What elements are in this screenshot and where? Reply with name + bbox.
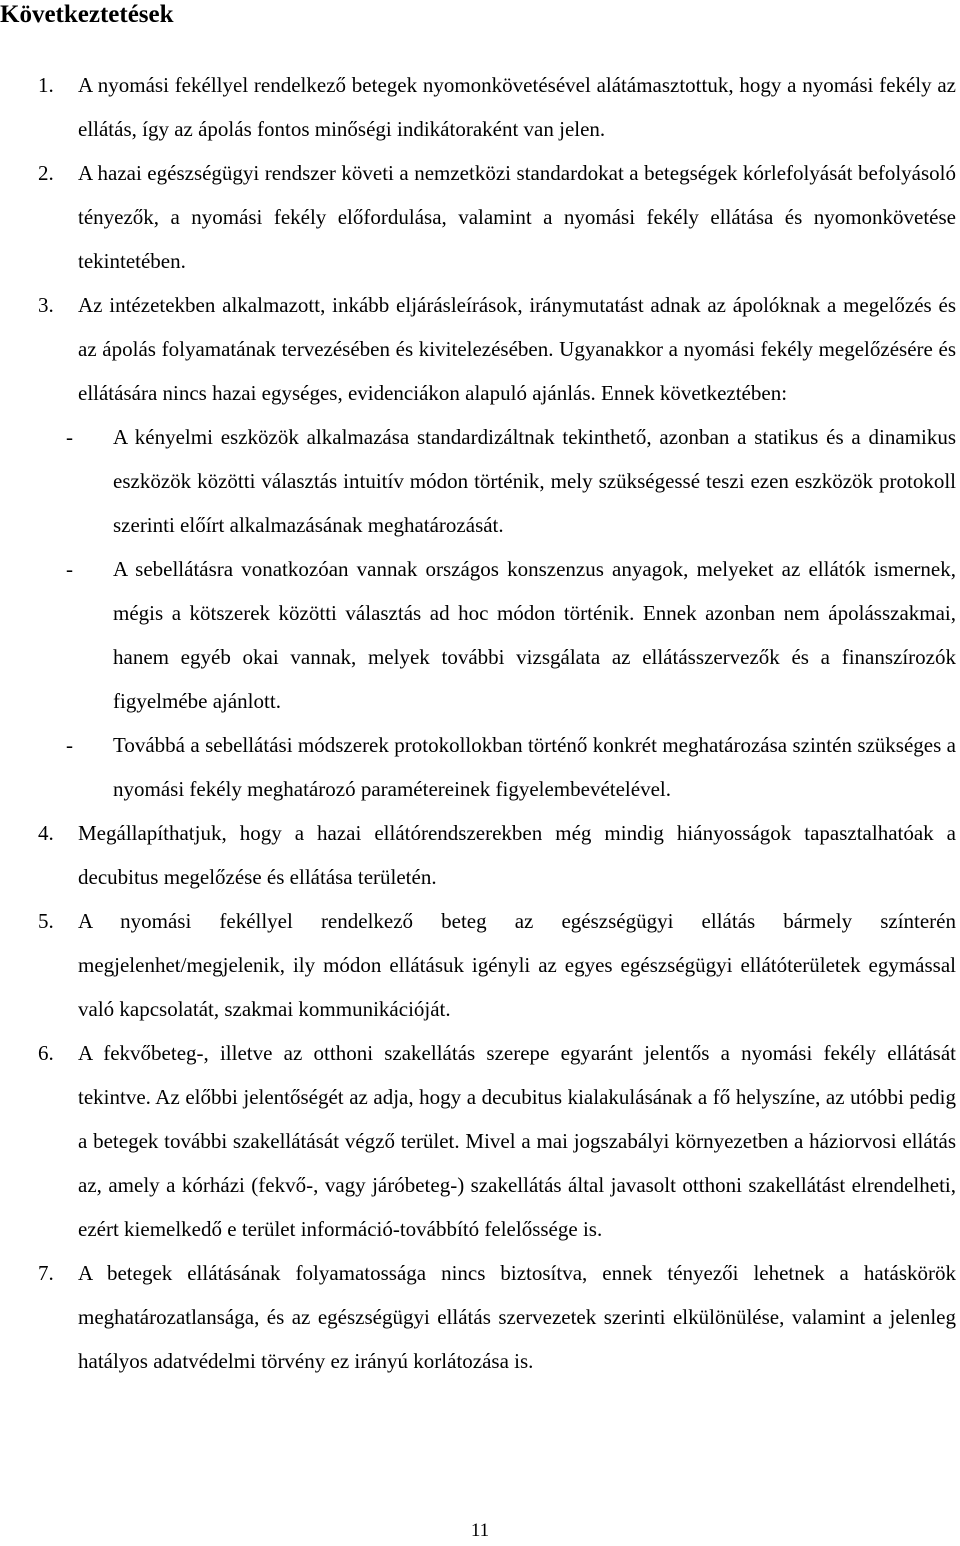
item-number: 6. <box>38 1041 54 1065</box>
page-title: Következtetések <box>0 1 174 28</box>
sub-list-item <box>66 415 956 547</box>
page-number: 11 <box>470 1520 490 1541</box>
item-text: A fekvőbeteg-, illetve az otthoni szakellátás szerepe egyaránt jelentős a nyomási fekély ellátását tekintve. Az előbbi jelentőségét az adja, hogy a decubitus kialakulásának a fő helyszíne, az utóbbi pedig a betegek további szakellátását végző terület. Mivel a mai jogszabályi környezetben a háziorvosi ellátás az, amely a kórházi (fekvő-, vagy járóbeteg-) szakellátás által javasolt otthoni szakellátást elrendelheti, ezért kiemelkedő e terület információ-továbbító felelőssége is. <box>78 1041 956 1241</box>
dash-bullet: - <box>66 557 73 581</box>
list-item <box>0 811 956 899</box>
item-number: 5. <box>38 909 54 933</box>
item-number: 7. <box>38 1261 54 1285</box>
item-number: 2. <box>38 161 54 185</box>
list-item <box>0 63 956 151</box>
item-text: A nyomási fekéllyel rendelkező betegek nyomonkövetésével alátámasztottuk, hogy a nyomási fekély az ellátás, így az ápolás fontos minőségi indikátoraként van jelen. <box>78 73 956 141</box>
dash-bullet: - <box>66 425 73 449</box>
item-text: Az intézetekben alkalmazott, inkább eljárásleírások, iránymutatást adnak az ápolóknak a megelőzés és az ápolás folyamatának tervezésében és kivitelezésében. Ugyanakkor a nyomási fekély megelőzésére és ellátására nincs hazai egységes, evidenciákon alapuló ajánlás. Ennek következtében: <box>78 293 956 405</box>
sub-item-text: A kényelmi eszközök alkalmazása standardizáltnak tekinthető, azonban a statikus és a dinamikus eszközök közötti választás intuitív módon történik, mely szükségessé teszi ezen eszközök protokoll szerinti előírt alkalmazásának meghatározását. <box>113 425 956 537</box>
item-number: 1. <box>38 73 54 97</box>
list-item <box>0 1251 956 1383</box>
sub-list <box>66 415 956 811</box>
conclusions-list <box>0 63 960 1383</box>
list-item <box>0 151 956 283</box>
list-item <box>0 1031 956 1251</box>
list-item <box>0 899 956 1031</box>
item-number: 3. <box>38 293 54 317</box>
dash-bullet: - <box>66 733 73 757</box>
item-text: A betegek ellátásának folyamatossága nincs biztosítva, ennek tényezői lehetnek a hatáskörök meghatározatlansága, és az egészségügyi ellátás szervezetek szerinti elkülönülése, valamint a jelenleg hatályos adatvédelmi törvény ez irányú korlátozása is. <box>78 1261 956 1373</box>
sub-item-text: Továbbá a sebellátási módszerek protokollokban történő konkrét meghatározása szintén szükséges a nyomási fekély meghatározó paramétereinek figyelembevételével. <box>113 733 956 801</box>
item-text: A hazai egészségügyi rendszer követi a nemzetközi standardokat a betegségek kórlefolyását befolyásoló tényezők, a nyomási fekély előfordulása, valamint a nyomási fekély ellátása és nyomonkövetése tekintetében. <box>78 161 956 273</box>
sub-item-text: A sebellátásra vonatkozóan vannak országos konszenzus anyagok, melyeket az ellátók ismernek, mégis a kötszerek közötti választás ad hoc módon történik. Ennek azonban nem ápolásszakmai, hanem egyéb okai vannak, melyek további vizsgálata az ellátásszervezők és a finanszírozók figyelmébe ajánlott. <box>113 557 956 713</box>
item-text: Megállapíthatjuk, hogy a hazai ellátórendszerekben még mindig hiányosságok tapasztalhatóak a decubitus megelőzése és ellátása területén. <box>78 821 956 889</box>
list-item <box>0 283 956 811</box>
sub-list-item <box>66 723 956 811</box>
item-number: 4. <box>38 821 54 845</box>
item-text: A nyomási fekéllyel rendelkező beteg az egészségügyi ellátás bármely színterén megjelenhet/megjelenik, ily módon ellátásuk igényli az egyes egészségügyi ellátóterületek egymással való kapcsolatát, szakmai kommunikációját. <box>78 909 956 1021</box>
sub-list-item <box>66 547 956 723</box>
